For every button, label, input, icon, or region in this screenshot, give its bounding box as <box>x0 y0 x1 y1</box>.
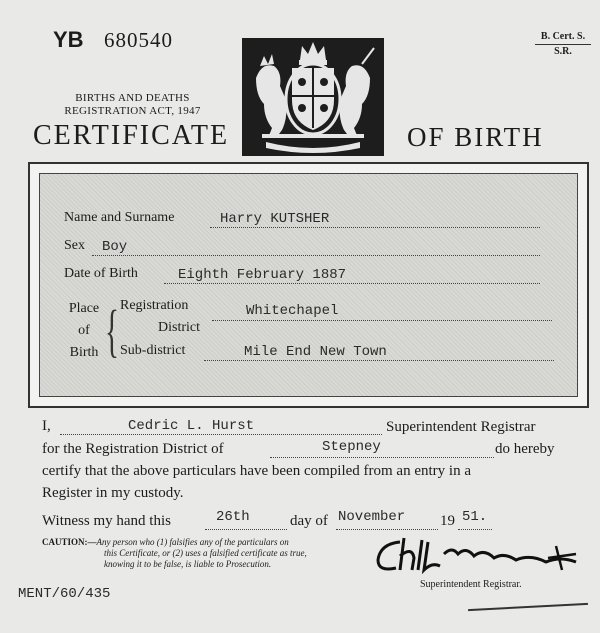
name-label: Name and Surname <box>64 210 175 225</box>
certificate-title-right: OF BIRTH <box>407 122 544 152</box>
district-value: Stepney <box>322 439 381 455</box>
for-district-label: for the Registration District of <box>42 441 224 457</box>
particulars-panel <box>28 162 589 408</box>
reg-district-label-1: Registration <box>120 298 189 313</box>
dob-label: Date of Birth <box>64 266 138 281</box>
day-of-label: day of <box>290 513 328 529</box>
serial-prefix: YB <box>53 27 84 52</box>
i-label: I, <box>42 418 51 434</box>
signature-title: Superintendent Registrar. <box>420 579 522 590</box>
caution-notice <box>42 537 372 570</box>
place-label-2: of <box>78 323 90 338</box>
caution-line-3: knowing it to be false, is liable to Prosecution. <box>104 559 272 569</box>
dob-value: Eighth February 1887 <box>178 267 347 283</box>
particulars-inner-border <box>39 173 578 397</box>
place-label-1: Place <box>68 301 100 316</box>
registrar-name: Cedric L. Hurst <box>128 418 255 434</box>
act-reference <box>50 92 215 118</box>
reg-district-value: Whitechapel <box>246 303 339 319</box>
registrar-title: Superintendent Registrar <box>386 419 536 435</box>
act-line-2: REGISTRATION ACT, 1947 <box>64 105 201 117</box>
serial-number: 680540 <box>104 28 173 52</box>
subdistrict-label: Sub-district <box>120 343 186 358</box>
name-value: Harry KUTSHER <box>220 211 330 227</box>
place-of-birth-label <box>64 298 104 364</box>
witness-label: Witness my hand this <box>42 513 171 529</box>
year-value: 51. <box>462 509 488 525</box>
document-reference: MENT/60/435 <box>18 586 111 602</box>
register-custody-text: Register in my custody. <box>42 485 184 501</box>
subdistrict-value: Mile End New Town <box>244 344 387 360</box>
royal-coat-of-arms-icon <box>242 38 384 156</box>
registrar-signature <box>370 532 600 582</box>
place-label-3: Birth <box>69 345 99 360</box>
act-line-1: BIRTHS AND DEATHS <box>75 92 190 104</box>
sex-label: Sex <box>64 238 85 253</box>
do-hereby: do hereby <box>495 441 555 457</box>
form-code-line2: S.R. <box>554 46 572 57</box>
year-prefix: 19 <box>440 513 455 529</box>
day-value: 26th <box>216 509 250 525</box>
form-code-line1: B. Cert. S. <box>540 31 586 42</box>
caution-label: CAUTION:— <box>42 537 97 547</box>
certify-text-line: certify that the above particulars have been compiled from an entry in a <box>42 463 471 479</box>
caution-line-1: Any person who (1) falsifies any of the particulars on <box>96 537 289 547</box>
brace-icon: { <box>104 298 119 363</box>
sex-value: Boy <box>102 239 128 255</box>
signature-underline <box>468 603 588 611</box>
month-value: November <box>338 509 406 525</box>
certificate-title-left: CERTIFICATE <box>33 120 230 151</box>
caution-line-2: this Certificate, or (2) uses a falsified certificate as true, <box>104 548 307 558</box>
form-code <box>528 30 598 59</box>
reg-district-label-2: District <box>158 320 200 335</box>
